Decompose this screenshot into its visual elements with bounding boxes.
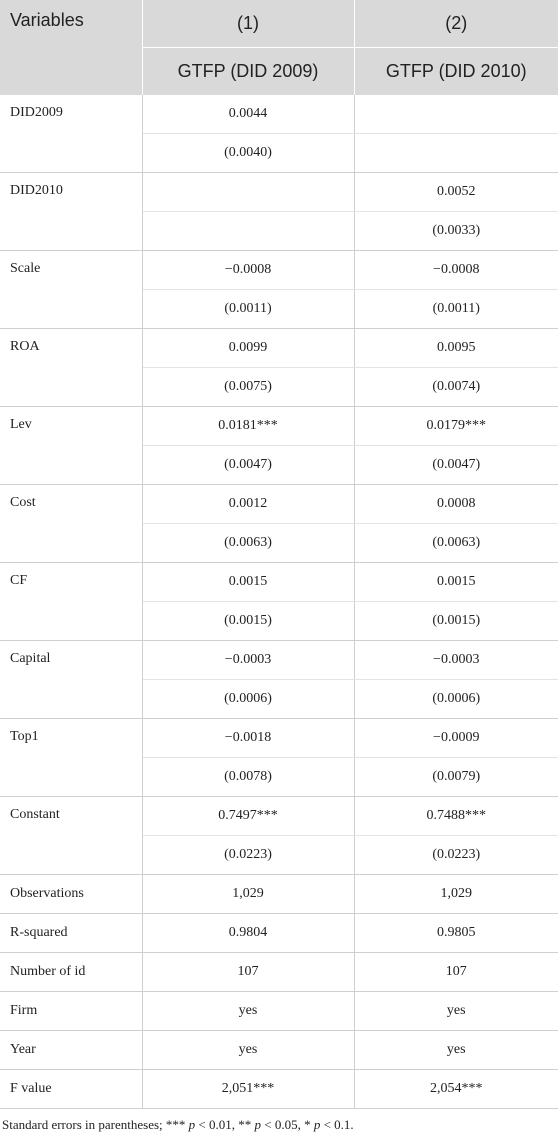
value-cell: yes [142,1031,354,1070]
std-error-cell: (0.0011) [142,290,354,329]
table-row [0,875,558,914]
coefficient-cell: 0.0044 [142,95,354,134]
footnote-p2: p [254,1117,261,1132]
coefficient-cell: −0.0009 [354,719,558,758]
coefficient-cell: 0.0052 [354,173,558,212]
row-label: Scale [0,251,142,329]
coefficient-cell: 0.0179*** [354,407,558,446]
footnote-t1: < 0.01, ** [195,1117,255,1132]
std-error-cell: (0.0006) [354,680,558,719]
table-row [0,992,558,1031]
table-row [0,1070,558,1109]
std-error-cell: (0.0078) [142,758,354,797]
table-row [0,953,558,992]
value-cell: yes [354,1031,558,1070]
table-row [0,719,558,758]
table-row [0,914,558,953]
std-error-cell [142,212,354,251]
value-cell: 0.9804 [142,914,354,953]
coefficient-cell: 0.7488*** [354,797,558,836]
row-label: DID2009 [0,95,142,173]
table-row [0,407,558,446]
row-label: DID2010 [0,173,142,251]
coefficient-cell: −0.0003 [142,641,354,680]
row-label: Firm [0,992,142,1031]
std-error-cell: (0.0015) [354,602,558,641]
value-cell: 107 [354,953,558,992]
row-label: ROA [0,329,142,407]
header-col2-label: GTFP (DID 2010) [354,48,558,96]
row-label: Constant [0,797,142,875]
coefficient-cell: 0.0012 [142,485,354,524]
header-variables: Variables [0,0,142,95]
std-error-cell: (0.0006) [142,680,354,719]
coefficient-cell: 0.0015 [354,563,558,602]
value-cell: 107 [142,953,354,992]
table-row [0,1031,558,1070]
std-error-cell: (0.0063) [354,524,558,563]
table-row [0,485,558,524]
table-row [0,329,558,368]
coefficient-cell: 0.7497*** [142,797,354,836]
std-error-cell: (0.0074) [354,368,558,407]
row-label: Observations [0,875,142,914]
coefficient-cell: −0.0008 [142,251,354,290]
table-row [0,563,558,602]
table-row [0,797,558,836]
std-error-cell: (0.0075) [142,368,354,407]
table-header [0,0,558,95]
std-error-cell: (0.0040) [142,134,354,173]
table-body [0,95,558,1109]
footnote-p3: p [313,1117,321,1132]
table-row [0,95,558,134]
value-cell: 1,029 [354,875,558,914]
footnote-p1: p [188,1117,196,1132]
value-cell: 2,051*** [142,1070,354,1109]
header-col1-label: GTFP (DID 2009) [142,48,354,96]
coefficient-cell: 0.0015 [142,563,354,602]
std-error-cell: (0.0047) [142,446,354,485]
row-label: Lev [0,407,142,485]
coefficient-cell [354,95,558,134]
row-label: Cost [0,485,142,563]
coefficient-cell: −0.0018 [142,719,354,758]
header-col2-number: (2) [354,0,558,48]
coefficient-cell: 0.0095 [354,329,558,368]
coefficient-cell [142,173,354,212]
footnote-prefix: Standard errors in parentheses; *** [2,1117,189,1132]
std-error-cell: (0.0047) [354,446,558,485]
coefficient-cell: −0.0003 [354,641,558,680]
std-error-cell [354,134,558,173]
std-error-cell: (0.0079) [354,758,558,797]
header-col1-number: (1) [142,0,354,48]
row-label: Number of id [0,953,142,992]
row-label: R-squared [0,914,142,953]
footnote-t3: < 0.1. [320,1117,354,1132]
value-cell: 2,054*** [354,1070,558,1109]
value-cell: yes [142,992,354,1031]
coefficient-cell: −0.0008 [354,251,558,290]
row-label: CF [0,563,142,641]
row-label: F value [0,1070,142,1109]
row-label: Year [0,1031,142,1070]
std-error-cell: (0.0063) [142,524,354,563]
value-cell: 1,029 [142,875,354,914]
footnote-t2: < 0.05, * [260,1117,314,1132]
std-error-cell: (0.0011) [354,290,558,329]
std-error-cell: (0.0223) [142,836,354,875]
value-cell: yes [354,992,558,1031]
coefficient-cell: 0.0008 [354,485,558,524]
std-error-cell: (0.0223) [354,836,558,875]
value-cell: 0.9805 [354,914,558,953]
table-row [0,251,558,290]
std-error-cell: (0.0033) [354,212,558,251]
table-row [0,173,558,212]
std-error-cell: (0.0015) [142,602,354,641]
row-label: Capital [0,641,142,719]
coefficient-cell: 0.0181*** [142,407,354,446]
coefficient-cell: 0.0099 [142,329,354,368]
table-footnote [0,1109,558,1133]
row-label: Top1 [0,719,142,797]
table-row [0,641,558,680]
